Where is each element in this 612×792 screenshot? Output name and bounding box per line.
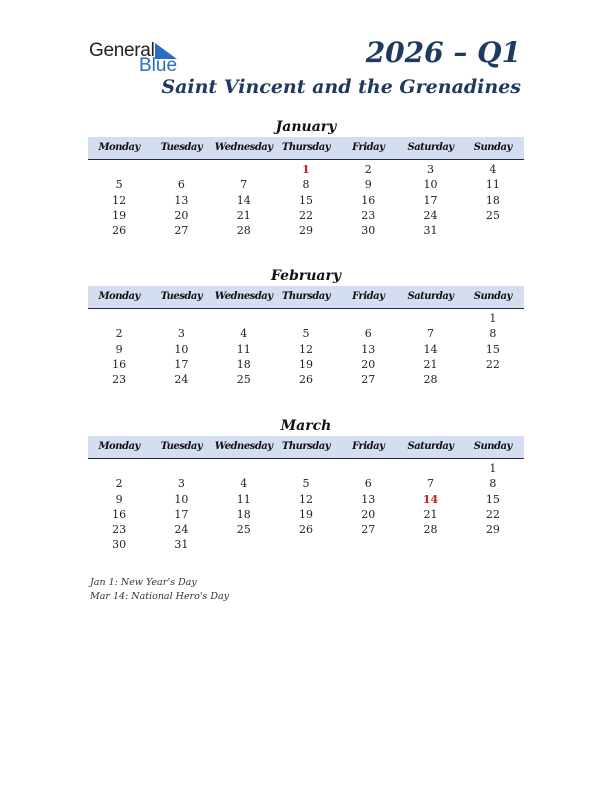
week-row (88, 357, 524, 372)
day-cell: 25 (485, 208, 500, 222)
month-name: January (275, 119, 337, 135)
weekday-label: Monday (98, 142, 140, 153)
day-cell: 21 (423, 507, 438, 521)
weekday-label: Thursday (281, 142, 331, 153)
empty-day-cell (275, 311, 337, 326)
weekday-label: Friday (352, 142, 385, 153)
empty-day-cell (399, 461, 461, 476)
day-cell: 28 (423, 373, 438, 387)
empty-day-cell (150, 311, 212, 326)
month-march (88, 416, 524, 553)
day-cell: 15 (298, 193, 313, 207)
empty-day-cell (275, 461, 337, 476)
empty-day-cell (462, 223, 524, 238)
month-february (88, 266, 524, 387)
day-cell: 22 (298, 208, 313, 222)
day-cell: 18 (236, 507, 251, 521)
day-cell: 10 (174, 342, 189, 356)
day-cell: 21 (423, 357, 438, 371)
empty-day-cell (399, 537, 461, 552)
weekday-label: Tuesday (160, 441, 203, 452)
weekday-label: Sunday (473, 441, 512, 452)
day-cell: 17 (174, 357, 189, 371)
day-cell: 8 (489, 327, 497, 341)
week-row (88, 342, 524, 357)
day-cell: 19 (112, 208, 127, 222)
weekday-header-row (88, 137, 524, 160)
week-row (88, 326, 524, 341)
weekday-label: Thursday (281, 291, 331, 302)
day-cell: 25 (236, 523, 251, 537)
day-cell: 28 (423, 523, 438, 537)
day-cell: 10 (423, 178, 438, 192)
day-cell: 7 (240, 178, 248, 192)
weekday-header-row (88, 286, 524, 309)
day-cell: 2 (364, 163, 372, 176)
day-cell: 24 (174, 373, 189, 387)
weekday-label: Saturday (407, 441, 454, 452)
day-cell: 9 (115, 492, 123, 506)
weekday-label: Friday (352, 441, 385, 452)
day-cell: 15 (485, 492, 500, 506)
day-cell: 31 (423, 224, 438, 238)
day-cell: 4 (240, 477, 248, 491)
week-row (88, 461, 524, 476)
day-cell: 15 (485, 342, 500, 356)
day-cell: 16 (112, 507, 127, 521)
weekday-label: Friday (352, 291, 385, 302)
day-cell: 14 (423, 342, 438, 356)
day-cell: 27 (361, 523, 376, 537)
page-title: 2026 – Q1 (365, 36, 521, 69)
day-cell: 19 (298, 507, 313, 521)
day-cell: 22 (485, 507, 500, 521)
day-cell: 23 (361, 208, 376, 222)
day-cell: 14 (236, 193, 251, 207)
day-cell: 27 (174, 224, 189, 238)
weekday-label: Sunday (473, 142, 512, 153)
day-cell: 23 (112, 373, 127, 387)
day-cell: 6 (364, 327, 372, 341)
weekday-header-row (88, 436, 524, 459)
day-cell: 7 (427, 327, 435, 341)
day-cell: 2 (115, 477, 123, 491)
day-cell: 9 (364, 178, 372, 192)
week-row (88, 476, 524, 491)
day-cell: 13 (361, 492, 376, 506)
week-row (88, 162, 524, 177)
week-row (88, 522, 524, 537)
empty-day-cell (213, 162, 275, 177)
day-cell: 6 (177, 178, 185, 192)
week-row (88, 223, 524, 238)
week-row (88, 537, 524, 552)
logo-word-blue: Blue (139, 55, 178, 76)
empty-day-cell (399, 311, 461, 326)
day-cell: 20 (361, 507, 376, 521)
day-cell: 3 (177, 477, 185, 491)
day-cell: 6 (364, 477, 372, 491)
day-cell: 20 (174, 208, 189, 222)
day-cell: 12 (298, 342, 313, 356)
day-cell: 11 (236, 492, 251, 506)
week-row (88, 208, 524, 223)
day-cell: 5 (302, 477, 310, 491)
day-cell: 24 (423, 208, 438, 222)
day-cell: 3 (177, 327, 185, 341)
empty-day-cell (462, 537, 524, 552)
day-cell: 5 (302, 327, 310, 341)
day-cell: 13 (361, 342, 376, 356)
day-cell: 1 (489, 462, 497, 475)
empty-day-cell (337, 461, 399, 476)
day-cell: 23 (112, 523, 127, 537)
day-cell: 14 (422, 492, 439, 506)
day-cell: 1 (302, 163, 310, 176)
day-cell: 11 (485, 178, 500, 192)
day-cell: 18 (236, 357, 251, 371)
weekday-label: Monday (98, 441, 140, 452)
weekday-label: Wednesday (214, 291, 273, 302)
day-cell: 8 (302, 178, 310, 192)
day-cell: 26 (112, 224, 127, 238)
weekday-label: Wednesday (214, 142, 273, 153)
weekday-label: Tuesday (160, 291, 203, 302)
week-row (88, 492, 524, 507)
month-january (88, 117, 524, 238)
week-row (88, 311, 524, 326)
weekday-label: Thursday (281, 441, 331, 452)
weekday-label: Sunday (473, 291, 512, 302)
holiday-note: Mar 14: National Hero's Day (90, 590, 229, 602)
day-cell: 19 (298, 357, 313, 371)
week-row (88, 193, 524, 208)
empty-day-cell (88, 311, 150, 326)
day-cell: 30 (361, 224, 376, 238)
day-cell: 11 (236, 342, 251, 356)
country-subtitle: Saint Vincent and the Grenadines (161, 76, 521, 98)
empty-day-cell (88, 461, 150, 476)
empty-day-cell (213, 537, 275, 552)
day-cell: 8 (489, 477, 497, 491)
day-cell: 20 (361, 357, 376, 371)
day-cell: 12 (298, 492, 313, 506)
generalblue-logo (89, 40, 189, 76)
day-cell: 25 (236, 373, 251, 387)
day-cell: 18 (485, 193, 500, 207)
empty-day-cell (462, 372, 524, 387)
logo-word-general: General (89, 40, 155, 61)
week-row (88, 372, 524, 387)
day-cell: 13 (174, 193, 189, 207)
day-cell: 28 (236, 224, 251, 238)
day-cell: 1 (489, 312, 497, 325)
day-cell: 26 (298, 523, 313, 537)
day-cell: 29 (298, 224, 313, 238)
month-name: February (270, 268, 341, 284)
week-row (88, 507, 524, 522)
day-cell: 21 (236, 208, 251, 222)
week-row (88, 177, 524, 192)
empty-day-cell (213, 311, 275, 326)
weekday-label: Monday (98, 291, 140, 302)
day-cell: 5 (115, 178, 123, 192)
day-cell: 26 (298, 373, 313, 387)
empty-day-cell (337, 311, 399, 326)
empty-day-cell (150, 461, 212, 476)
day-cell: 7 (427, 477, 435, 491)
weekday-label: Wednesday (214, 441, 273, 452)
weekday-label: Saturday (407, 291, 454, 302)
day-cell: 2 (115, 327, 123, 341)
weekday-label: Tuesday (160, 142, 203, 153)
day-cell: 9 (115, 342, 123, 356)
weekday-label: Saturday (407, 142, 454, 153)
day-cell: 29 (485, 523, 500, 537)
day-cell: 22 (485, 357, 500, 371)
empty-day-cell (213, 461, 275, 476)
empty-day-cell (337, 537, 399, 552)
holiday-notes (90, 576, 229, 603)
day-cell: 31 (174, 538, 189, 552)
empty-day-cell (150, 162, 212, 177)
month-name: March (280, 418, 332, 434)
empty-day-cell (275, 537, 337, 552)
day-cell: 3 (427, 163, 435, 176)
day-cell: 16 (361, 193, 376, 207)
empty-day-cell (88, 162, 150, 177)
holiday-note: Jan 1: New Year’s Day (90, 577, 197, 588)
day-cell: 30 (112, 538, 127, 552)
day-cell: 10 (174, 492, 189, 506)
day-cell: 27 (361, 373, 376, 387)
day-cell: 17 (174, 507, 189, 521)
day-cell: 24 (174, 523, 189, 537)
day-cell: 12 (112, 193, 127, 207)
day-cell: 4 (240, 327, 248, 341)
day-cell: 4 (489, 163, 497, 176)
day-cell: 16 (112, 357, 127, 371)
day-cell: 17 (423, 193, 438, 207)
